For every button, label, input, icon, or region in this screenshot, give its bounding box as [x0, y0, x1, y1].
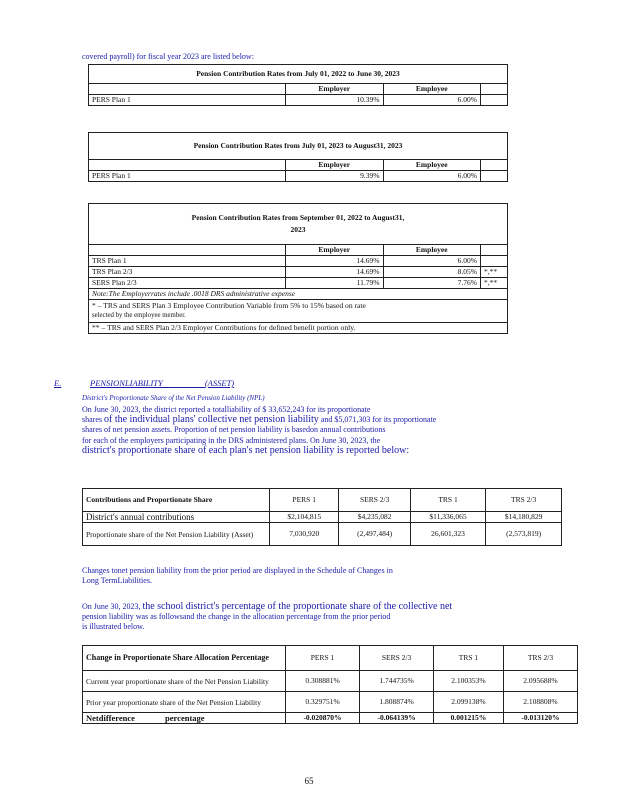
- col-header: Change in Proportionate Share Allocation Percentage: [83, 646, 286, 671]
- cell: $14,180,829: [486, 512, 562, 523]
- cell: 0.329751%: [286, 692, 360, 713]
- employee-rate: 7.76%: [383, 278, 481, 289]
- employer-rate: 14.69%: [286, 256, 384, 267]
- employee-header: Employee: [383, 160, 481, 171]
- col-header: TRS 2/3: [486, 489, 562, 512]
- employer-header: Employer: [286, 84, 384, 95]
- para-line: Long TermLiabilities.: [82, 576, 152, 586]
- cell: 0.001215%: [434, 713, 504, 724]
- rates-table-title: [89, 204, 508, 245]
- para-span: On June 30, 2023,: [82, 602, 141, 611]
- rate-label: PERS Plan 1: [89, 171, 286, 182]
- employee-header: Employee: [383, 245, 481, 256]
- employee-rate: 8.05%: [383, 267, 481, 278]
- rates-table-3: [88, 203, 508, 334]
- col-header: SERS 2/3: [360, 646, 434, 671]
- cell: $11,336,065: [410, 512, 485, 523]
- rate-note: [481, 256, 508, 267]
- cell: 0.308881%: [286, 671, 360, 692]
- contributions-table: [82, 488, 562, 546]
- para-line: Changes tonet pension liability from the prior period are displayed in the Schedule of Changes in: [82, 566, 393, 575]
- para-span: shares: [82, 415, 102, 425]
- para-line: for each of the employers participating in the DRS administered plans. On June 30, 2023, the: [82, 435, 381, 445]
- para-line: is illustrated below.: [82, 622, 145, 632]
- employer-header: Employer: [286, 160, 384, 171]
- allocation-table: [82, 645, 578, 724]
- employee-rate: 6.00%: [383, 95, 481, 106]
- page-number: 65: [304, 776, 314, 786]
- section-letter: E.: [54, 378, 62, 388]
- employer-header: Employer: [286, 245, 384, 256]
- para-line: district's proportionate share of each plan's net pension liability is reported below:: [82, 444, 410, 456]
- cell: $2,104,815: [270, 512, 339, 523]
- para-line: shares of net pension assets. Proportion of net pension liability is basedon annual contributions: [82, 425, 386, 435]
- section-title: PENSIONLIABILITY (ASSET): [90, 378, 235, 388]
- rates-table-1: [88, 64, 508, 106]
- rate-label: PERS Plan 1: [89, 95, 286, 106]
- cell: (2,573,819): [486, 523, 562, 546]
- title-line-2: 2023: [290, 225, 306, 234]
- col-header: PERS 1: [270, 489, 339, 512]
- para-span: and $5,071,303 for its proportionate: [320, 415, 437, 425]
- employer-rate: 11.79%: [286, 278, 384, 289]
- row-label: District's annual contributions: [83, 512, 270, 523]
- rates-table-title: Pension Contribution Rates from July 01, 2023 to August31, 2023: [89, 133, 508, 160]
- employee-rate: 6.00%: [383, 256, 481, 267]
- row-label: Prior year proportionate share of the Net Pension Liability: [83, 692, 286, 713]
- para-span: the school district's percentage of the proportionate share of the collective net: [142, 601, 453, 612]
- changes-paragraph: [82, 566, 562, 586]
- para-line: [82, 602, 562, 612]
- cell: $4,235,082: [339, 512, 411, 523]
- rate-note: *,**: [481, 278, 508, 289]
- col-header: PERS 1: [286, 646, 360, 671]
- subheading: District's Proportionate Share of the Net Pension Liability (NPL): [82, 394, 265, 402]
- cell: 26,601,323: [410, 523, 485, 546]
- employer-rate: 14.69%: [286, 267, 384, 278]
- cell: -0.013120%: [503, 713, 577, 724]
- cell: 1.744735%: [360, 671, 434, 692]
- rates-table-2: [88, 132, 508, 182]
- col-header: SERS 2/3: [339, 489, 411, 512]
- title-line-1: Pension Contribution Rates from September 01, 2022 to August31,: [191, 213, 405, 222]
- row-label: Proportionate share of the Net Pension Liability (Asset): [83, 523, 270, 546]
- footnote-1: [89, 300, 508, 323]
- rate-label: SERS Plan 2/3: [89, 278, 286, 289]
- cell: 2.108808%: [503, 692, 577, 713]
- para-line: pension liability was as followsand the change in the allocation percentage from the prior period: [82, 612, 391, 622]
- npl-paragraph: [82, 405, 562, 456]
- para-span: of the individual plans' collective net pension liability: [104, 414, 319, 426]
- cell: (2,497,484): [339, 523, 411, 546]
- col-header: TRS 1: [410, 489, 485, 512]
- employer-rate: 10.39%: [286, 95, 384, 106]
- rate-label: TRS Plan 1: [89, 256, 286, 267]
- para-line: On June 30, 2023, the district reported a totalliability of $ 33,652,243 for its proportionate: [82, 405, 371, 414]
- para-line: [82, 415, 562, 425]
- rate-label: TRS Plan 2/3: [89, 267, 286, 278]
- cell: 1.808874%: [360, 692, 434, 713]
- allocation-paragraph: [82, 602, 562, 633]
- employee-header: Employee: [383, 84, 481, 95]
- footnote-2: ** – TRS and SERS Plan 2/3 Employer Contributions for defined benefit portion only.: [89, 323, 508, 334]
- cell: 2.100353%: [434, 671, 504, 692]
- cell: 2.099138%: [434, 692, 504, 713]
- cell: -0.064139%: [360, 713, 434, 724]
- row-label: Current year proportionate share of the Net Pension Liability: [83, 671, 286, 692]
- footnote-1-line-b: selected by the employee member.: [92, 312, 186, 319]
- col-header: TRS 1: [434, 646, 504, 671]
- employer-rate: 9.39%: [286, 171, 384, 182]
- intro-text: covered payroll) for fiscal year 2023 are listed below:: [82, 52, 254, 61]
- col-header: TRS 2/3: [503, 646, 577, 671]
- rate-note: *,**: [481, 267, 508, 278]
- row-label: Netdifference percentage: [83, 713, 286, 724]
- employee-rate: 6.00%: [383, 171, 481, 182]
- cell: 7,030,920: [270, 523, 339, 546]
- footnote-1-line-a: * – TRS and SERS Plan 3 Employee Contribution Variable from 5% to 15% based on rate: [92, 301, 366, 310]
- rates-table-title: Pension Contribution Rates from July 01, 2022 to June 30, 2023: [89, 65, 508, 84]
- rates-note: Note:The Employerrates include .0018 DRS administrative expense: [89, 289, 508, 300]
- col-header: Contributions and Proportionate Share: [83, 489, 270, 512]
- cell: 2.095688%: [503, 671, 577, 692]
- cell: -0.020870%: [286, 713, 360, 724]
